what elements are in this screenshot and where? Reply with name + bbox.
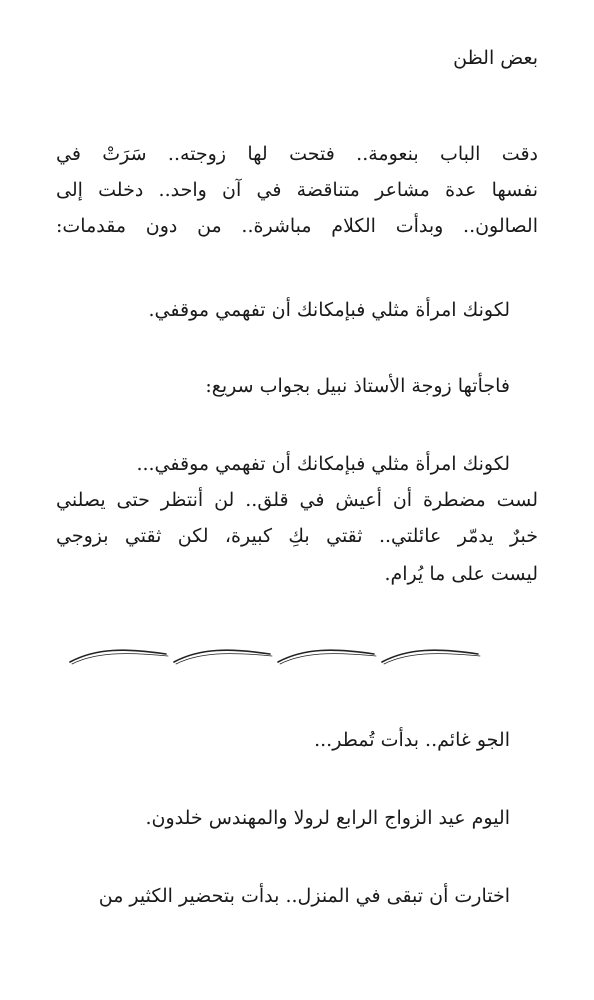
paragraph-4-line-3: خبرٌ يدمّر عائلتي.. ثقتي بكِ كبيرة، لكن ثقتي بزوجي xyxy=(56,525,538,547)
paragraph-1-line-2: نفسها عدة مشاعر متناقضة في آن واحد.. دخلت إلى xyxy=(56,179,538,201)
dialogue-line-1: لكونك امرأة مثلي فبإمكانك أن تفهمي موقفي. xyxy=(148,299,510,321)
paragraph-1-line-3: الصالون.. وبدأت الكلام مباشرة.. من دون مقدمات: xyxy=(56,215,538,237)
section-divider-swirl xyxy=(66,640,486,670)
narration-line-1: فاجأتها زوجة الأستاذ نبيل بجواب سريع: xyxy=(205,375,510,397)
paragraph-4-line-2: لست مضطرة أن أعيش في قلق.. لن أنتظر حتى يصلني xyxy=(56,489,538,511)
page-title: بعض الظن xyxy=(453,47,538,69)
paragraph-4-line-4: ليست على ما يُرام. xyxy=(384,563,538,585)
paragraph-1-line-1: دقت الباب بنعومة.. فتحت لها زوجته.. سَرَتْ في xyxy=(56,143,538,165)
swirl-divider-icon xyxy=(66,640,486,670)
narration-line-3: اليوم عيد الزواج الرابع لرولا والمهندس خلدون. xyxy=(145,807,510,829)
narration-line-2: الجو غائم.. بدأت تُمطر... xyxy=(314,729,510,751)
paragraph-4-line-1: لكونك امرأة مثلي فبإمكانك أن تفهمي موقفي... xyxy=(136,453,510,475)
narration-line-4: اختارت أن تبقى في المنزل.. بدأت بتحضير الكثير من xyxy=(98,885,510,907)
